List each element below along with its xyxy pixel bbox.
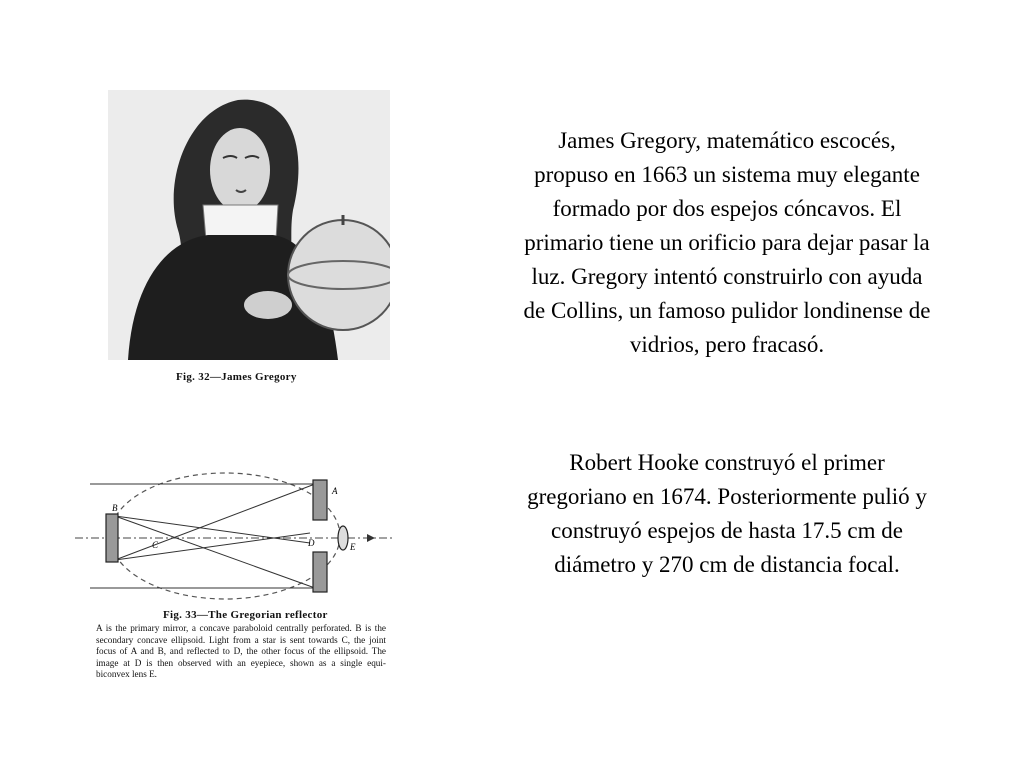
label-e: E [350,542,356,552]
figure-32-caption: Fig. 32—James Gregory [176,371,297,383]
paragraph-gregory: James Gregory, matemático escocés, propuso en 1663 un sistema muy elegante formado por dos espejos cóncavos. El primario tiene un orificio para dejar pasar la luz. Gregory intentó construirlo con ayuda de Collins, un famoso pulidor londinense de vidrios, pero fracasó. [523,128,931,357]
label-c: C [152,540,159,550]
gregorian-reflector-diagram [70,468,400,603]
label-a: A [332,486,338,496]
label-b: B [112,503,118,513]
portrait-drawing [108,90,390,360]
james-gregory-portrait [108,90,390,360]
paragraph-hooke: Robert Hooke construyó el primer gregoriano en 1674. Posteriormente pulió y construyó espejos de hasta 17.5 cm de diámetro y 270 cm de distancia focal. [527,450,927,577]
figure-33-description: A is the primary mirror, a concave paraboloid centrally perforated. B is the secondary concave ellipsoid. Light from a star is sent towards C, the joint focus of A and B, and reflected to D, the other focus of the ellipsoid. The image at D is then observed with an eyepiece, shown as a single equi-biconvex lens E. [96,623,386,680]
reflector-svg [70,468,400,603]
figure-33-caption: Fig. 33—The Gregorian reflector [163,609,328,621]
label-d: D [308,538,315,548]
